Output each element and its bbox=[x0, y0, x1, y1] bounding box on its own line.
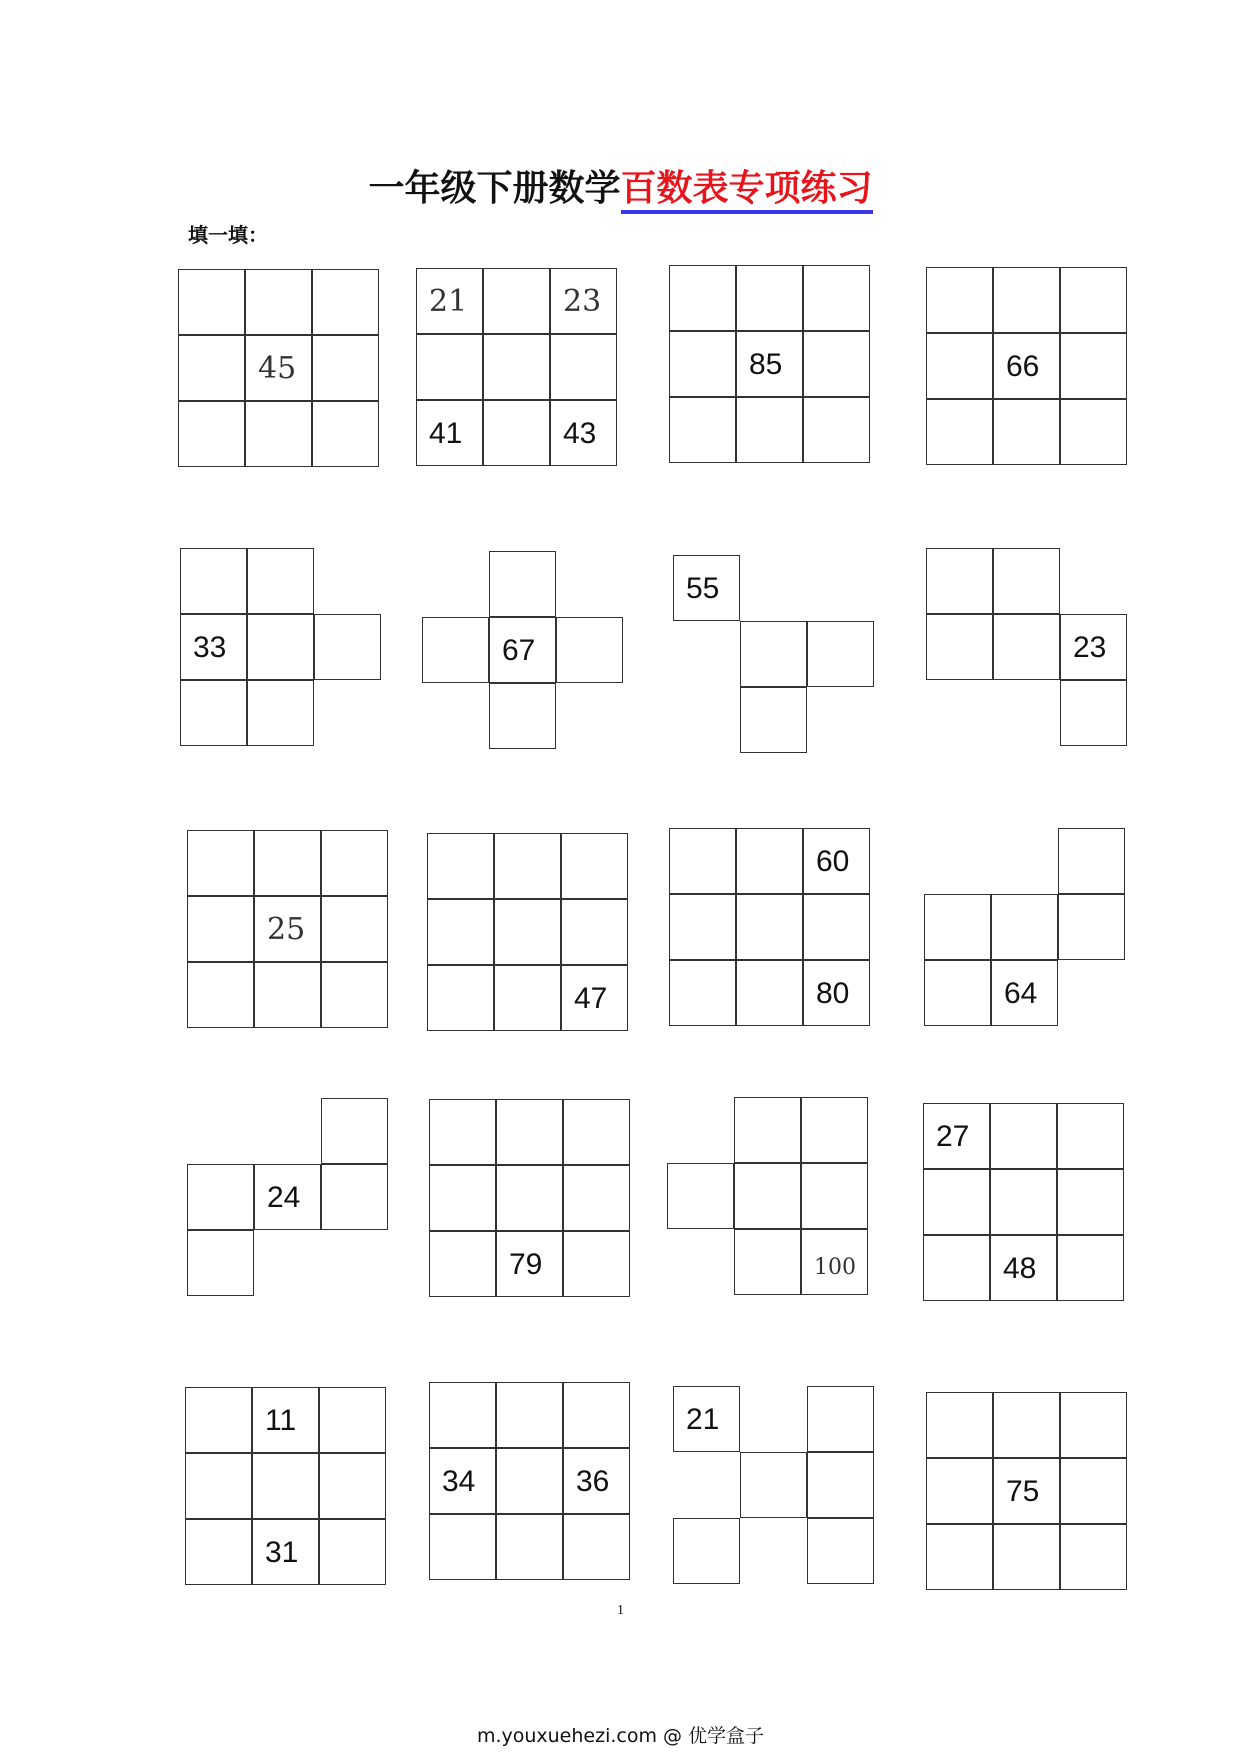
given-number: 25 bbox=[267, 912, 306, 947]
grid-cell[interactable] bbox=[178, 401, 245, 467]
grid-cell[interactable] bbox=[924, 894, 991, 960]
grid-cell[interactable] bbox=[801, 1097, 868, 1163]
given-number: 24 bbox=[267, 1181, 301, 1214]
grid-cell[interactable] bbox=[494, 833, 561, 899]
grid-cell[interactable] bbox=[926, 1392, 993, 1458]
grid-cell[interactable] bbox=[180, 548, 247, 614]
grid-cell[interactable] bbox=[807, 1452, 874, 1518]
grid-cell[interactable] bbox=[1060, 333, 1127, 399]
grid-cell[interactable] bbox=[803, 331, 870, 397]
page-number: 1 bbox=[617, 1603, 624, 1618]
grid-cell[interactable] bbox=[736, 828, 803, 894]
grid-cell[interactable] bbox=[494, 899, 561, 965]
given-number: 75 bbox=[1006, 1475, 1040, 1508]
grid-cell[interactable] bbox=[429, 1231, 496, 1297]
grid-cell[interactable] bbox=[801, 1163, 868, 1229]
grid-cell[interactable] bbox=[427, 899, 494, 965]
grid-cell[interactable] bbox=[736, 397, 803, 463]
grid-cell[interactable] bbox=[247, 548, 314, 614]
grid-cell[interactable] bbox=[185, 1519, 252, 1585]
grid-cell[interactable] bbox=[254, 962, 321, 1028]
grid-cell[interactable] bbox=[496, 1514, 563, 1580]
grid-cell[interactable] bbox=[427, 833, 494, 899]
grid-cell[interactable] bbox=[807, 1518, 874, 1584]
grid-cell[interactable] bbox=[926, 333, 993, 399]
given-number: 66 bbox=[1006, 350, 1040, 383]
given-number: 31 bbox=[265, 1536, 299, 1569]
grid-cell[interactable] bbox=[803, 397, 870, 463]
grid-cell[interactable] bbox=[187, 962, 254, 1028]
grid-cell[interactable] bbox=[667, 1163, 734, 1229]
footer-watermark: m.youxuehezi.com @ 优学盒子 bbox=[476, 1725, 765, 1747]
grid-cell[interactable] bbox=[807, 621, 874, 687]
grid-cell[interactable] bbox=[245, 269, 312, 335]
grid-cell[interactable] bbox=[736, 894, 803, 960]
given-number: 23 bbox=[1073, 631, 1107, 664]
grid-cell[interactable] bbox=[185, 1453, 252, 1519]
grid-cell[interactable] bbox=[1060, 399, 1127, 465]
grid-cell[interactable] bbox=[669, 397, 736, 463]
instruction-label: 填一填： bbox=[188, 223, 268, 247]
grid-cell[interactable] bbox=[319, 1453, 386, 1519]
grid-cell[interactable] bbox=[926, 1458, 993, 1524]
title-highlight: 百数表专项练习 bbox=[621, 168, 873, 214]
grid-cell[interactable] bbox=[254, 830, 321, 896]
grid-cell[interactable] bbox=[734, 1163, 801, 1229]
grid-cell[interactable] bbox=[321, 830, 388, 896]
grid-cell[interactable] bbox=[1060, 1392, 1127, 1458]
grid-cell[interactable] bbox=[740, 687, 807, 753]
grid-cell[interactable] bbox=[247, 614, 314, 680]
grid-cell[interactable] bbox=[312, 269, 379, 335]
grid-cell[interactable] bbox=[1060, 1458, 1127, 1524]
grid-cell[interactable] bbox=[734, 1229, 801, 1295]
given-number: 34 bbox=[442, 1465, 476, 1498]
grid-cell[interactable] bbox=[427, 965, 494, 1031]
given-number: 41 bbox=[429, 417, 463, 450]
grid-cell[interactable] bbox=[496, 1099, 563, 1165]
grid-cell[interactable] bbox=[990, 1169, 1057, 1235]
grid-cell[interactable] bbox=[563, 1231, 630, 1297]
grid-cell[interactable] bbox=[247, 680, 314, 746]
given-number: 67 bbox=[502, 634, 536, 667]
grid-cell[interactable] bbox=[803, 894, 870, 960]
grid-cell[interactable] bbox=[1057, 1235, 1124, 1301]
grid-cell[interactable] bbox=[563, 1165, 630, 1231]
grid-cell[interactable] bbox=[429, 1514, 496, 1580]
grid-cell[interactable] bbox=[321, 1098, 388, 1164]
grid-cell[interactable] bbox=[496, 1165, 563, 1231]
grid-cell[interactable] bbox=[926, 1524, 993, 1590]
grid-cell[interactable] bbox=[187, 896, 254, 962]
grid-cell[interactable] bbox=[734, 1097, 801, 1163]
title-main: 一年级下册数学 bbox=[368, 168, 621, 209]
given-number: 27 bbox=[936, 1120, 970, 1153]
given-number: 64 bbox=[1004, 977, 1038, 1010]
grid-cell[interactable] bbox=[550, 334, 617, 400]
given-number: 100 bbox=[814, 1255, 856, 1280]
grid-cell[interactable] bbox=[1057, 1169, 1124, 1235]
grid-cell[interactable] bbox=[185, 1387, 252, 1453]
given-number: 33 bbox=[193, 631, 227, 664]
given-number: 48 bbox=[1003, 1252, 1037, 1285]
grid-cell[interactable] bbox=[993, 1392, 1060, 1458]
grid-cell[interactable] bbox=[807, 1386, 874, 1452]
grid-cell[interactable] bbox=[1057, 1103, 1124, 1169]
grid-cell[interactable] bbox=[496, 1448, 563, 1514]
grid-cell[interactable] bbox=[993, 1524, 1060, 1590]
grid-cell[interactable] bbox=[494, 965, 561, 1031]
grid-cell[interactable] bbox=[1060, 267, 1127, 333]
grid-cell[interactable] bbox=[993, 614, 1060, 680]
grid-cell[interactable] bbox=[923, 1235, 990, 1301]
grid-cell[interactable] bbox=[489, 683, 556, 749]
grid-cell[interactable] bbox=[187, 1164, 254, 1230]
given-number: 43 bbox=[563, 417, 597, 450]
grid-cell[interactable] bbox=[187, 1230, 254, 1296]
grid-cell[interactable] bbox=[990, 1103, 1057, 1169]
grid-cell[interactable] bbox=[429, 1382, 496, 1448]
grid-cell[interactable] bbox=[483, 268, 550, 334]
grid-cell[interactable] bbox=[563, 1382, 630, 1448]
grid-cell[interactable] bbox=[180, 680, 247, 746]
grid-cell[interactable] bbox=[489, 551, 556, 617]
given-number: 85 bbox=[749, 348, 783, 381]
grid-cell[interactable] bbox=[924, 960, 991, 1026]
grid-cell[interactable] bbox=[187, 830, 254, 896]
grid-cell[interactable] bbox=[803, 265, 870, 331]
grid-cell[interactable] bbox=[993, 267, 1060, 333]
grid-cell[interactable] bbox=[926, 399, 993, 465]
given-number: 21 bbox=[429, 284, 468, 319]
given-number: 11 bbox=[265, 1404, 297, 1437]
grid-cell[interactable] bbox=[669, 960, 736, 1026]
grid-cell[interactable] bbox=[561, 833, 628, 899]
grid-cell[interactable] bbox=[314, 614, 381, 680]
grid-cell[interactable] bbox=[923, 1169, 990, 1235]
grid-cell[interactable] bbox=[321, 896, 388, 962]
given-number: 45 bbox=[258, 351, 297, 386]
given-number: 21 bbox=[686, 1403, 720, 1436]
grid-cell[interactable] bbox=[926, 267, 993, 333]
grid-cell[interactable] bbox=[252, 1453, 319, 1519]
grid-cell[interactable] bbox=[312, 401, 379, 467]
grid-cell[interactable] bbox=[926, 548, 993, 614]
grid-cell[interactable] bbox=[563, 1099, 630, 1165]
grid-cell[interactable] bbox=[1060, 1524, 1127, 1590]
grid-cell[interactable] bbox=[483, 334, 550, 400]
grid-cell[interactable] bbox=[496, 1382, 563, 1448]
given-number: 23 bbox=[563, 284, 602, 319]
page-title bbox=[0, 160, 1241, 212]
grid-cell[interactable] bbox=[178, 335, 245, 401]
grid-cell[interactable] bbox=[563, 1514, 630, 1580]
grid-cell[interactable] bbox=[561, 899, 628, 965]
given-number: 60 bbox=[816, 845, 850, 878]
grid-cell[interactable] bbox=[319, 1387, 386, 1453]
grid-cell[interactable] bbox=[483, 400, 550, 466]
grid-cell[interactable] bbox=[993, 548, 1060, 614]
grid-cell[interactable] bbox=[991, 894, 1058, 960]
grid-cell[interactable] bbox=[993, 399, 1060, 465]
grid-cell[interactable] bbox=[416, 334, 483, 400]
grid-cell[interactable] bbox=[669, 331, 736, 397]
grid-cell[interactable] bbox=[556, 617, 623, 683]
grid-cell[interactable] bbox=[673, 1518, 740, 1584]
given-number: 36 bbox=[576, 1465, 610, 1498]
grid-cell[interactable] bbox=[669, 265, 736, 331]
grid-cell[interactable] bbox=[1058, 828, 1125, 894]
grid-cell[interactable] bbox=[178, 269, 245, 335]
grid-cell[interactable] bbox=[926, 614, 993, 680]
grid-cell[interactable] bbox=[1058, 894, 1125, 960]
grid-cell[interactable] bbox=[319, 1519, 386, 1585]
grid-cell[interactable] bbox=[736, 265, 803, 331]
given-number: 79 bbox=[509, 1248, 543, 1281]
grid-cell[interactable] bbox=[740, 1452, 807, 1518]
grid-cell[interactable] bbox=[312, 335, 379, 401]
grid-cell[interactable] bbox=[321, 1164, 388, 1230]
grid-cell[interactable] bbox=[669, 828, 736, 894]
grid-cell[interactable] bbox=[669, 894, 736, 960]
grid-cell[interactable] bbox=[740, 621, 807, 687]
grid-cell[interactable] bbox=[429, 1165, 496, 1231]
grid-cell[interactable] bbox=[321, 962, 388, 1028]
grid-cell[interactable] bbox=[422, 617, 489, 683]
grid-cell[interactable] bbox=[429, 1099, 496, 1165]
given-number: 47 bbox=[574, 982, 608, 1015]
grid-cell[interactable] bbox=[736, 960, 803, 1026]
grid-cell[interactable] bbox=[1060, 680, 1127, 746]
given-number: 80 bbox=[816, 977, 850, 1010]
grid-cell[interactable] bbox=[245, 401, 312, 467]
given-number: 55 bbox=[686, 572, 720, 605]
